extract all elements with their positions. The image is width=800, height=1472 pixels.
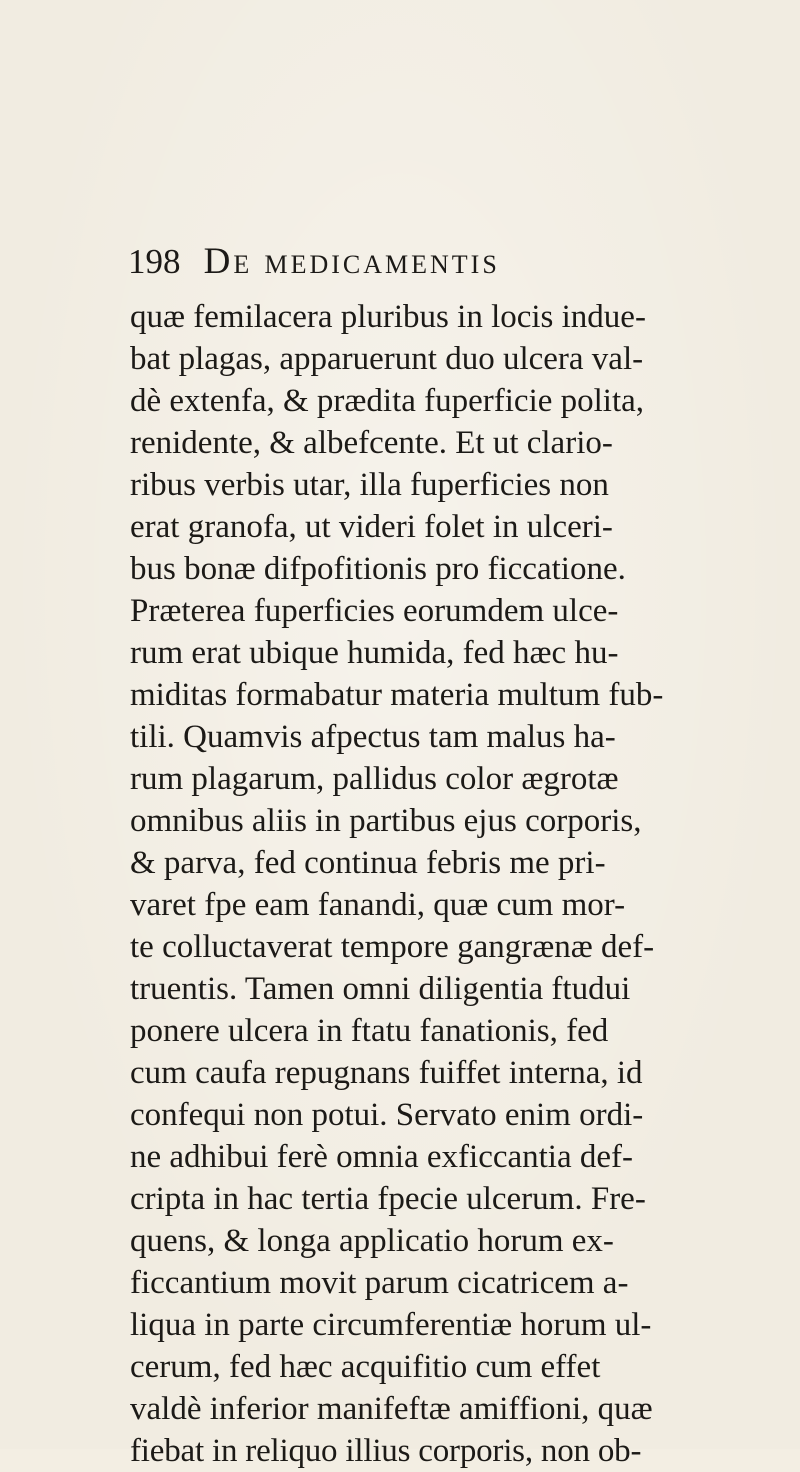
text-line: rum erat ubique humida, fed hæc hu-	[130, 635, 619, 671]
text-line: erat granofa, ut videri folet in ulceri-	[130, 509, 613, 545]
text-line: ficcantium movit parum cicatricem a-	[130, 1265, 629, 1301]
text-line: te colluctaverat tempore gangrænæ def-	[130, 929, 655, 965]
text-line: ribus verbis utar, illa fuperficies non	[130, 467, 609, 503]
text-line: bat plagas, apparuerunt duo ulcera val-	[130, 341, 644, 377]
text-line: renidente, & albefcente. Et ut clario-	[130, 425, 613, 461]
text-line: cum caufa repugnans fuiffet interna, id	[130, 1055, 643, 1091]
text-line: bus bonæ difpofitionis pro ficcatione.	[130, 551, 626, 587]
text-line: & parva, fed continua febris me pri-	[130, 845, 606, 881]
running-head: De medicamentis	[203, 241, 500, 282]
page-number: 198	[128, 242, 181, 281]
text-line: truentis. Tamen omni diligentia ftudui	[130, 971, 631, 1007]
text-line: confequi non potui. Servato enim ordi-	[130, 1097, 644, 1133]
body-text	[130, 296, 690, 1472]
text-line: omnibus aliis in partibus ejus corporis,	[130, 803, 642, 839]
text-line: Præterea fuperficies eorumdem ulce-	[130, 593, 619, 629]
text-line: ponere ulcera in ftatu fanationis, fed	[130, 1013, 609, 1049]
text-line: quens, & longa applicatio horum ex-	[130, 1223, 614, 1259]
text-line: liqua in parte circumferentiæ horum ul-	[130, 1307, 652, 1343]
text-line: rum plagarum, pallidus color ægrotæ	[130, 761, 619, 797]
text-line: cerum, fed hæc acquifitio cum effet	[130, 1349, 601, 1385]
text-line: valdè inferior manifeftæ amiffioni, quæ	[130, 1391, 653, 1427]
text-line: miditas formabatur materia multum fub-	[130, 677, 664, 713]
text-line: ne adhibui ferè omnia exficcantia def-	[130, 1139, 633, 1175]
page-header	[128, 240, 688, 290]
text-line: dè extenfa, & prædita fuperficie polita,	[130, 383, 645, 419]
text-line: quæ femilacera pluribus in locis indue-	[130, 299, 646, 335]
text-line: cripta in hac tertia fpecie ulcerum. Fre-	[130, 1181, 646, 1217]
text-line: varet fpe eam fanandi, quæ cum mor-	[130, 887, 626, 923]
text-line: fiebat in reliquo illius corporis, non ob-	[130, 1433, 642, 1469]
text-line: tili. Quamvis afpectus tam malus ha-	[130, 719, 616, 755]
